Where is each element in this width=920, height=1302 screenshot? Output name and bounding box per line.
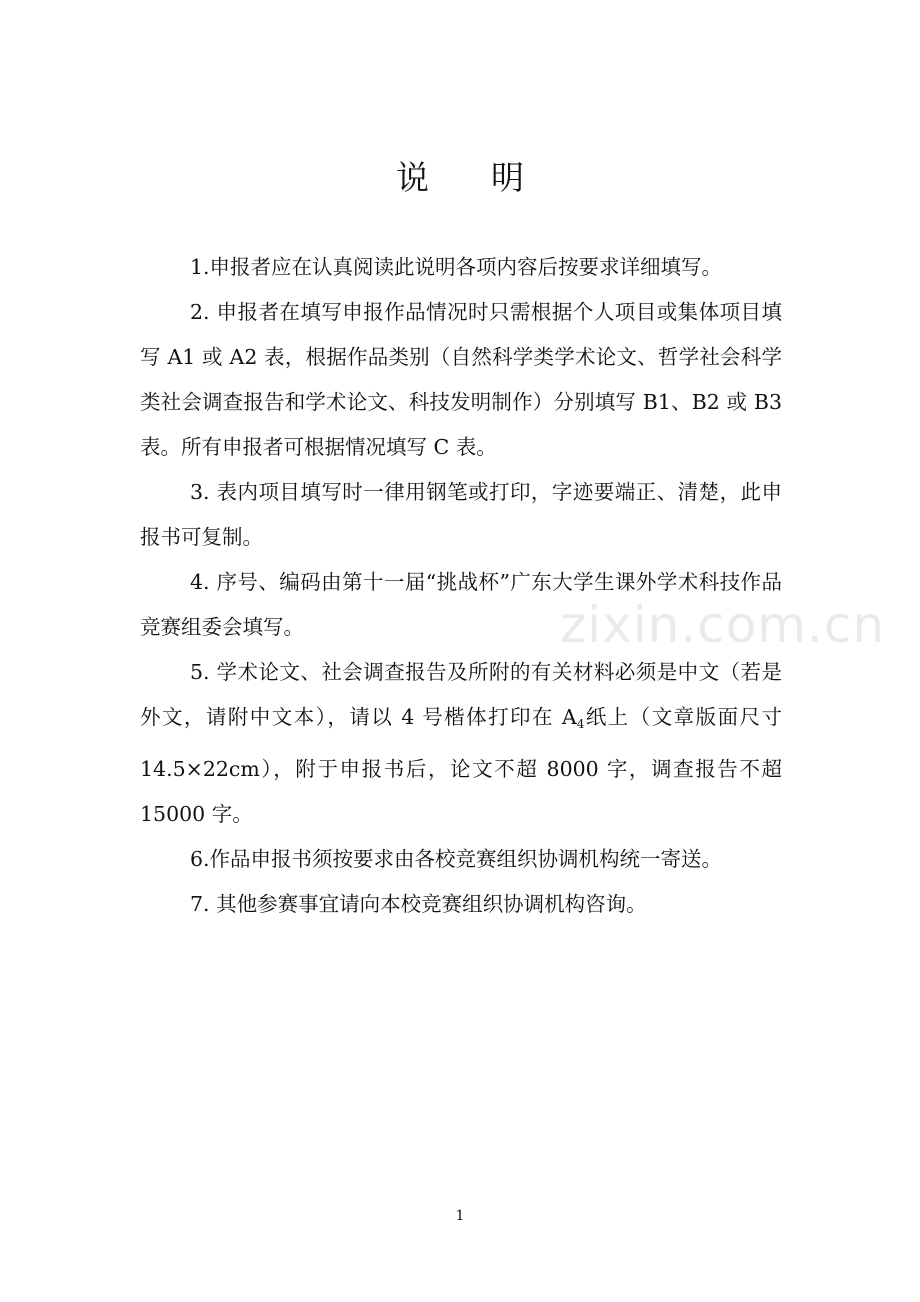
- paper-size-subscript: 4: [576, 717, 585, 731]
- instruction-item-1: 1.申报者应在认真阅读此说明各项内容后按要求详细填写。: [190, 255, 723, 279]
- instruction-item-2: 2. 申报者在填写申报作品情况时只需根据个人项目或集体项目填写 A1 或 A2 表，根据作品类别（自然科学类学术论文、哲学社会科学类社会调查报告和学术论文、科技发明制作）分别填写 B1、B2 或 B3 表。所有申报者可根据情况填写 C 表。: [140, 300, 782, 459]
- instruction-item-5: [140, 650, 782, 837]
- instructions-body: [140, 245, 782, 927]
- instruction-item-5-part-2: 纸上（文章版面尺寸 14.5×22cm），附于申报书后，论文不超 8000 字，调查报告不超 15000 字。: [140, 705, 783, 826]
- instruction-item-6: 6.作品申报书须按要求由各校竞赛组织协调机构统一寄送。: [190, 847, 723, 871]
- watermark: zixin.com.cn: [560, 596, 886, 654]
- instruction-item-7: 7. 其他参赛事宜请向本校竞赛组织协调机构咨询。: [190, 892, 647, 916]
- instruction-item-5-part-1: 5. 学术论文、社会调查报告及所附的有关材料必须是中文（若是外文，请附中文本），请以 4 号楷体打印在 A: [140, 660, 782, 729]
- page-title: 说明: [396, 158, 586, 197]
- instruction-item-4: 4. 序号、编码由第十一届“挑战杯”广东大学生课外学术科技作品竞赛组委会填写。: [140, 570, 782, 639]
- instruction-item-3: 3. 表内项目填写时一律用钢笔或打印，字迹要端正、清楚，此申报书可复制。: [140, 480, 782, 549]
- page-number: 1: [455, 1208, 465, 1224]
